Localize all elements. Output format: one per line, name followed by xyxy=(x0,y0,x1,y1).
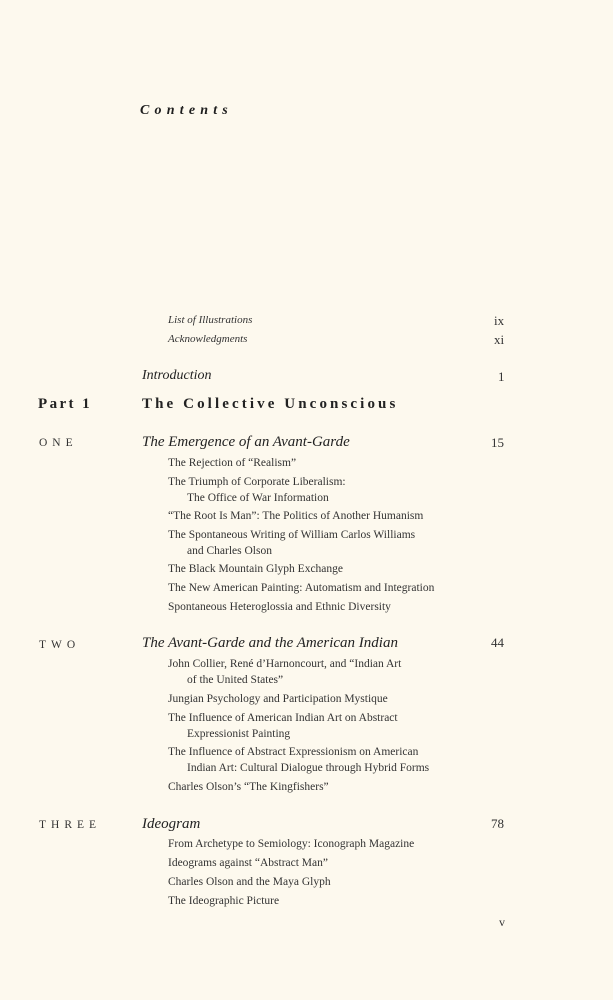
toc-entry-acknowledgments[interactable]: Acknowledgments xyxy=(168,333,248,345)
toc-section[interactable] xyxy=(168,527,415,559)
chapter-number: TWO xyxy=(39,639,81,651)
toc-section[interactable]: From Archetype to Semiology: Iconograph Magazine xyxy=(168,838,415,850)
section-line-continued: The Office of War Information xyxy=(187,492,329,504)
section-line: The Spontaneous Writing of William Carlos Williams xyxy=(168,529,416,541)
toc-section[interactable]: Charles Olson’s “The Kingfishers” xyxy=(168,781,329,793)
toc-section[interactable]: Spontaneous Heteroglossia and Ethnic Diversity xyxy=(168,601,391,613)
section-line: John Collier, René d’Harnoncourt, and “Indian Art xyxy=(168,658,402,670)
part-label: Part 1 xyxy=(38,396,92,412)
page-folio: v xyxy=(499,915,505,929)
toc-entry-chapter-three[interactable]: Ideogram xyxy=(142,816,201,832)
part-title: The Collective Unconscious xyxy=(142,396,399,412)
toc-section[interactable]: The Ideographic Picture xyxy=(168,895,280,907)
toc-section[interactable]: The Rejection of “Realism” xyxy=(168,457,297,469)
section-line-continued: Indian Art: Cultural Dialogue through Hybrid Forms xyxy=(187,762,430,774)
toc-section[interactable] xyxy=(168,474,346,506)
section-line-continued: and Charles Olson xyxy=(187,545,272,557)
page-number: 44 xyxy=(491,635,504,650)
page-number: ix xyxy=(494,313,505,328)
toc-entry-introduction[interactable]: Introduction xyxy=(142,368,212,383)
page-number: 78 xyxy=(491,816,504,831)
chapter-number: ONE xyxy=(39,437,78,449)
toc-section[interactable]: “The Root Is Man”: The Politics of Another Humanism xyxy=(168,510,424,522)
toc-entry-list-of-illustrations[interactable]: List of Illustrations xyxy=(168,314,253,326)
toc-section[interactable] xyxy=(168,656,401,688)
page-title: Contents xyxy=(140,103,233,118)
toc-entry-chapter-two[interactable]: The Avant-Garde and the American Indian xyxy=(142,635,398,651)
page-number: xi xyxy=(494,332,505,347)
section-line-continued: Expressionist Painting xyxy=(187,728,291,740)
section-line: The Triumph of Corporate Liberalism: xyxy=(168,476,346,488)
section-line-continued: of the United States” xyxy=(187,674,284,686)
section-line: The Influence of American Indian Art on Abstract xyxy=(168,712,398,724)
toc-section[interactable] xyxy=(168,744,429,776)
section-line: The Influence of Abstract Expressionism on American xyxy=(168,746,419,758)
chapter-number: THREE xyxy=(39,819,102,831)
page-number: 1 xyxy=(498,369,505,384)
page-number: 15 xyxy=(491,435,504,450)
toc-section[interactable] xyxy=(168,710,398,742)
toc-section[interactable]: Charles Olson and the Maya Glyph xyxy=(168,876,331,888)
toc-section[interactable]: The New American Painting: Automatism and Integration xyxy=(168,582,435,594)
toc-section[interactable]: The Black Mountain Glyph Exchange xyxy=(168,563,344,575)
toc-section[interactable]: Jungian Psychology and Participation Mystique xyxy=(168,693,388,705)
toc-entry-chapter-one[interactable]: The Emergence of an Avant-Garde xyxy=(142,434,350,450)
toc-section[interactable]: Ideograms against “Abstract Man” xyxy=(168,857,328,869)
